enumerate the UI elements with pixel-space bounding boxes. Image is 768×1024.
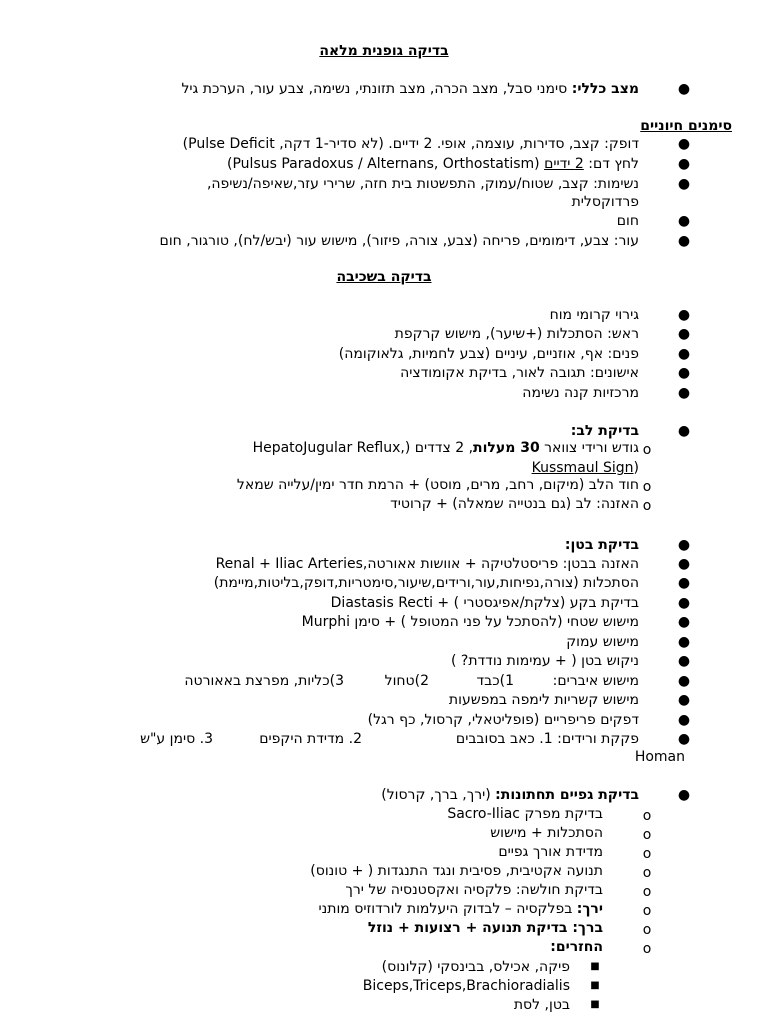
legs-line [381, 785, 639, 805]
circle-bullet-icon: o [642, 442, 652, 458]
bullet-icon: ● [677, 156, 691, 172]
knee-line: ברך: בדיקת תנועה + רצועות + נוזל [367, 920, 603, 936]
bullet-icon: ● [677, 712, 691, 728]
respiration-line-cont: פרדוקסלית [571, 194, 639, 210]
bullet-icon: ● [677, 136, 691, 152]
temperature-line: חום [616, 213, 639, 229]
abdomen-item: מישוש שטחי (להסתכל על פני המטופל ) + סימן Murphi [301, 614, 639, 630]
abdomen-item: הסתכלות (צורה,נפיחות,עור,ורידים,שיעור,סימטריות,דופק,בליטות,מיימת) [213, 575, 639, 591]
neck-sides-text: , 2 צדדים (,HepatoJugular Reflux [252, 440, 474, 456]
bullet-icon: ● [677, 575, 691, 591]
bp-label: לחץ דם: [583, 156, 639, 172]
dvt-pain: פקקת ורידים: 1. כאב בסובבים [455, 731, 639, 747]
reflex-item: פיקה, אכילס, בבינסקי (קלונוס) [381, 959, 570, 975]
heart-neck-line [253, 438, 639, 458]
square-bullet-icon: ■ [590, 980, 600, 991]
dvt-sign: 3. סימן ע"ש [140, 731, 213, 747]
bullet-icon: ● [677, 556, 691, 572]
circle-bullet-icon: o [642, 884, 652, 900]
legs-label: בדיקת גפיים תחתונות: [495, 787, 639, 803]
abdomen-item: בדיקת בקע (צלקת/אפיגסטרי ) + Diastasis Recti [330, 595, 639, 611]
square-bullet-icon: ■ [590, 961, 600, 972]
bullet-icon: ● [677, 653, 691, 669]
hip-line [319, 899, 603, 919]
heart-label: בדיקת לב: [570, 423, 639, 439]
supine-item: פנים: אף, אוזניים, עיניים (צבע לחמיות, גלאוקומה) [338, 346, 639, 362]
abdomen-item: דפקים פריפריים (פופליטאלי, קרסול, כף רגל) [367, 712, 639, 728]
legs-item: הסתכלות + מישוש [490, 825, 603, 841]
respiration-line: נשימות: קצב, שטוח/עמוק, התפשטות בית חזה, שרירי עזר,שאיפה/נשיפה, [206, 176, 639, 192]
circle-bullet-icon: o [642, 846, 652, 862]
bullet-icon: ● [677, 233, 691, 249]
organ-spleen: 2)טחול [384, 673, 429, 689]
abdomen-item: מישוש עמוק [566, 634, 639, 650]
legs-label-rest: (ירך, ברך, קרסול) [381, 787, 496, 803]
organ-kidneys: 3)כליות, מפרצת באאורטה [184, 673, 344, 689]
circle-bullet-icon: o [642, 941, 652, 957]
general-state-text: סימני סבל, מצב הכרה, מצב תזונתי, נשימה, צבע עור, הערכת גיל [181, 81, 572, 97]
circle-bullet-icon: o [642, 498, 652, 514]
circle-bullet-icon: o [642, 479, 652, 495]
circle-bullet-icon: o [642, 903, 652, 919]
reflexes-label: החזרים: [550, 939, 603, 955]
circle-bullet-icon: o [642, 827, 652, 843]
abdomen-item: האזנה בבטן: פריסטלטיקה + אוושות אאורטה,Renal + Iliac Arteries [215, 556, 639, 572]
heart-apex-line: חוד הלב (מיקום, רחב, מרים, מוסט) + הרמת חדר ימין/עלייה שמאל [236, 477, 639, 493]
organ-palpation-label: מישוש איברים: [552, 673, 639, 689]
square-bullet-icon: ■ [590, 999, 600, 1010]
bp-notes: (Pulsus Paradoxus / Alternans, Orthostatism) [227, 156, 545, 172]
dvt-homan: Homan [634, 749, 685, 765]
bullet-icon: ● [677, 213, 691, 229]
circle-bullet-icon: o [642, 808, 652, 824]
abdomen-item: ניקוש בטן ( + עמימות נודדת? ) [450, 653, 639, 669]
reflex-item: Biceps,Triceps,Brachioradialis [362, 978, 570, 994]
bullet-icon: ● [677, 614, 691, 630]
bullet-icon: ● [677, 787, 691, 803]
bullet-icon: ● [677, 307, 691, 323]
kussmaul-close: ) [633, 460, 639, 476]
legs-item: תנועה אקטיבית, פסיבית ונגד התנגדות ( + טונוס) [310, 863, 603, 879]
reflex-item: בטן, לסת [513, 997, 570, 1013]
bullet-icon: ● [677, 423, 691, 439]
hip-text: בפלקסיה – לבדוק היעלמות לורדוזיס מותני [318, 901, 577, 917]
legs-item: בדיקת מפרק Sacro-Iliac [447, 806, 603, 822]
bullet-icon: ● [677, 365, 691, 381]
hip-label: ירך: [576, 901, 603, 917]
supine-item: גירוי קרומי מוח [549, 307, 639, 323]
bullet-icon: ● [677, 537, 691, 553]
bullet-icon: ● [677, 81, 691, 97]
general-state-line [181, 79, 639, 99]
circle-bullet-icon: o [642, 865, 652, 881]
legs-item: מדידת אורך גפיים [498, 844, 603, 860]
general-state-label: מצב כללי: [571, 81, 639, 97]
bullet-icon: ● [677, 176, 691, 192]
bullet-icon: ● [677, 673, 691, 689]
supine-item: אישונים: תגובה לאור, בדיקת אקומודציה [400, 365, 639, 381]
bullet-icon: ● [677, 731, 691, 747]
dvt-circumference: 2. מדידת היקפים [259, 731, 362, 747]
bp-hands: 2 ידיים [544, 156, 584, 172]
skin-line: עור: צבע, דימומים, פריחה (צבע, צורה, פיזור), מישוש עור (יבש/לח), טורגור, חום [159, 233, 639, 249]
abdomen-label: בדיקת בטן: [564, 537, 639, 553]
supine-item: מרכזיות קנה נשימה [522, 385, 639, 401]
bullet-icon: ● [677, 634, 691, 650]
pulse-line: דופק: קצב, סדירות, עוצמה, אופי. 2 ידיים. (לא סדיר-1 דקה, Pulse Deficit) [182, 136, 639, 152]
kussmaul-sign: Kussmaul Sign [531, 460, 634, 476]
bullet-icon: ● [677, 385, 691, 401]
supine-heading: בדיקה בשכיבה [336, 269, 432, 285]
organ-liver: 1)כבד [476, 673, 514, 689]
neck-degrees: 30 מעלות [473, 440, 540, 456]
heart-auscultation-line: האזנה: לב (גם בנטייה שמאלה) + קרוטיד [390, 496, 639, 512]
legs-item: בדיקת חולשה: פלקסיה ואקסטנסיה של ירך [345, 882, 603, 898]
circle-bullet-icon: o [642, 922, 652, 938]
bullet-icon: ● [677, 692, 691, 708]
neck-veins-text: גודש ורידי צוואר [539, 440, 639, 456]
bullet-icon: ● [677, 595, 691, 611]
document-title: בדיקה גופנית מלאה [319, 43, 449, 59]
vitals-heading: סימנים חיוניים [640, 118, 732, 134]
bp-line [227, 154, 639, 174]
bullet-icon: ● [677, 326, 691, 342]
abdomen-item: מישוש קשריות לימפה במפשעות [448, 692, 639, 708]
supine-item: ראש: הסתכלות (+שיער), מישוש קרקפת [394, 326, 639, 342]
bullet-icon: ● [677, 346, 691, 362]
